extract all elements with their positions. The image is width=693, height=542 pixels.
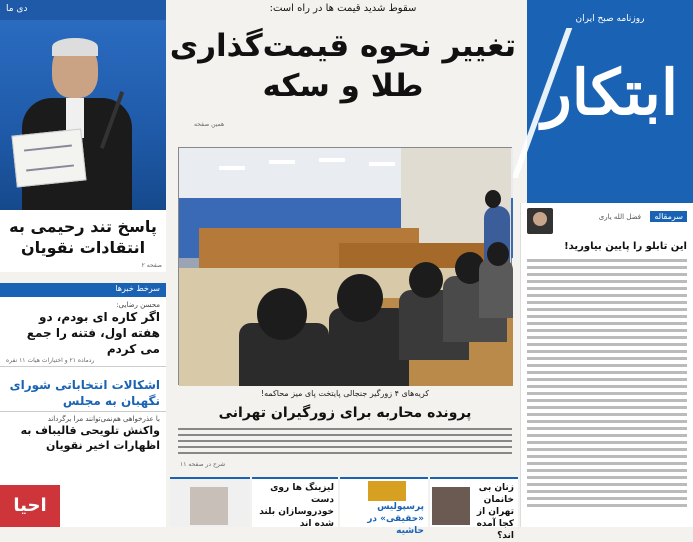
- news-section-bar: سرخط خبرها: [0, 283, 166, 297]
- bottom-story-title: زنان بی خانمان تهران از کجا آمده اند؟: [476, 483, 514, 541]
- main-kicker: سقوط شدید قیمت ها در راه است:: [269, 3, 417, 14]
- bottom-story[interactable]: [430, 477, 518, 541]
- main-headline-line1: تغییر نحوه قیمت‌گذاری: [169, 28, 517, 64]
- politician-photo[interactable]: [0, 20, 166, 210]
- main-page-ref: همین صفحه: [194, 121, 225, 128]
- bottom-story[interactable]: [252, 477, 338, 527]
- story-foot: شرح در صفحه ۱۱: [180, 461, 226, 468]
- bottom-ad-image: [190, 487, 228, 525]
- masthead-logo[interactable]: ابتکار: [541, 56, 679, 129]
- red-stamp: احیا: [0, 485, 60, 527]
- news-foot: ردماده ۲۱ و اختیارات هیات ۱۱ نفره: [0, 357, 166, 367]
- story-headline[interactable]: پرونده محاربه برای زورگیران تهرانی: [218, 405, 472, 421]
- bottom-story-thumb: [432, 487, 470, 525]
- bottom-story[interactable]: [340, 477, 428, 536]
- editorial-tag: سرمقاله: [650, 211, 687, 222]
- news-kicker: محسن رضایی:: [116, 301, 160, 309]
- bottom-story-title: پرسپولیس «حقیقی» در حاشیه: [367, 502, 424, 536]
- editorial-body: [527, 259, 687, 511]
- courtroom-photo[interactable]: [178, 147, 512, 385]
- bottom-story-thumb: [368, 481, 406, 501]
- date-strip: دی ما: [0, 0, 166, 20]
- author-avatar: [527, 208, 553, 234]
- story-body: [178, 428, 512, 460]
- editorial-author: فضل الله یاری: [598, 213, 641, 221]
- bottom-story-title: [170, 479, 250, 482]
- news-divider: [0, 409, 166, 412]
- document-icon: [11, 128, 86, 187]
- masthead-subtitle: روزنامه صبح ایران: [575, 14, 645, 24]
- main-headline[interactable]: [168, 26, 518, 106]
- main-headline-line2: طلا و سکه: [262, 68, 424, 104]
- editorial-title[interactable]: این تابلو را پایین بیاورید!: [564, 241, 687, 252]
- bottom-story-title: لیزینگ ها روی دست خودروسازان بلند شده اند: [259, 483, 334, 529]
- editorial-column: [520, 203, 693, 527]
- left-headline-block[interactable]: [0, 210, 166, 272]
- news-kicker: با عذرخواهی هم‌نمی‌توانند مرا برگرداند: [47, 415, 160, 423]
- left-headline: پاسخ تند رحیمی به انتقادات نقویان: [9, 217, 157, 257]
- left-photo-block: [0, 0, 166, 210]
- photo-caption: کریه‌های ۴ زورگیر جنجالی پایتخت پای میز محاکمه!: [260, 389, 430, 398]
- left-page-ref: صفحه ۲: [141, 262, 162, 269]
- main-headline-block: [168, 0, 518, 130]
- bottom-ad[interactable]: [170, 477, 250, 527]
- news-headline[interactable]: اگر کاره ای بودم، دو هفته اول، فتنه را جمع می کردم: [26, 310, 160, 356]
- masthead: [527, 0, 693, 203]
- news-headline[interactable]: واکنش تلویحی قالیباف به اظهارات اخیر نقویان: [20, 424, 160, 452]
- news-headline[interactable]: اشکالات انتخاباتی شورای نگهبان به مجلس: [9, 378, 160, 408]
